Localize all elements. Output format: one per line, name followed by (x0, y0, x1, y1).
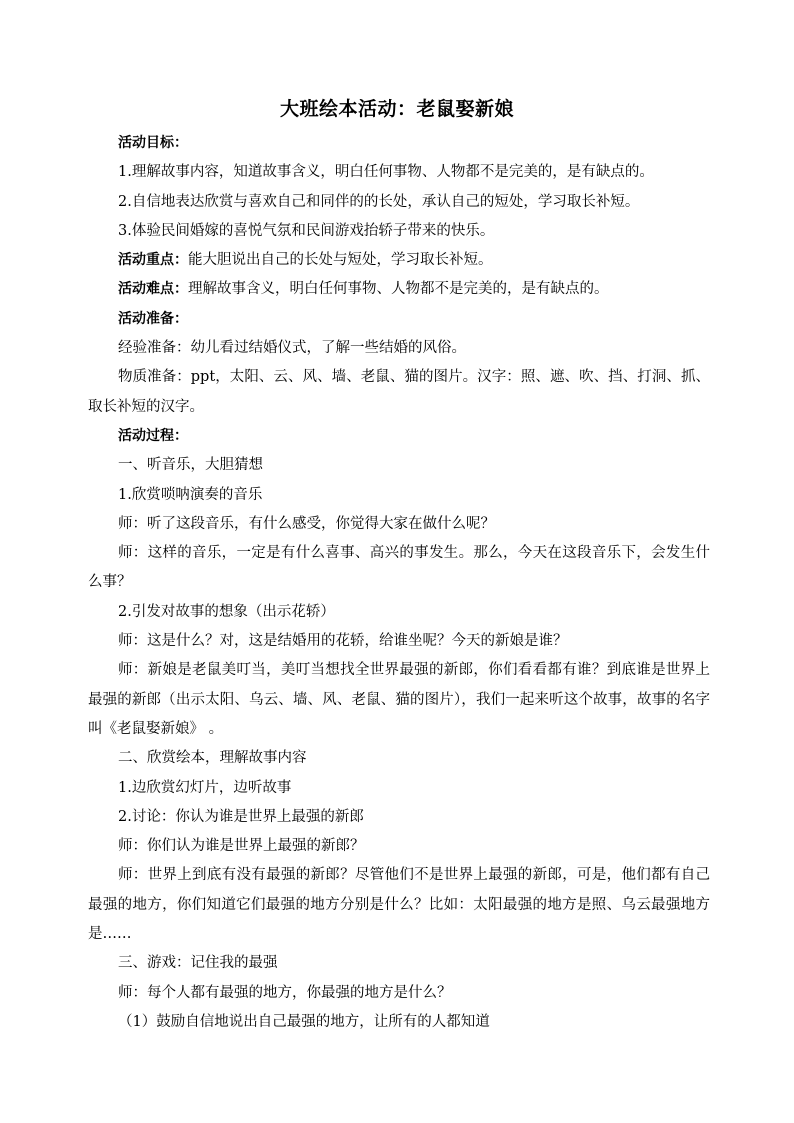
paragraph-text: 能大胆说出自己的长处与短处，学习取长补短。 (188, 252, 493, 269)
document-body (88, 129, 710, 1037)
paragraph-text: 师：这是什么？对，这是结婚用的花轿，给谁坐呢？今天的新娘是谁？ (118, 633, 568, 650)
paragraph (88, 363, 710, 422)
paragraph-text: 一、听音乐，大胆猜想 (118, 457, 263, 474)
paragraph (88, 275, 710, 304)
paragraph (88, 803, 710, 832)
paragraph-text: 1.理解故事内容，知道故事含义，明白任何事物、人物都不是完美的，是有缺点的。 (118, 164, 654, 181)
paragraph-text: 师：新娘是老鼠美叮当，美叮当想找全世界最强的新郎，你们看看都有谁？到底谁是世界上最强的新郎（出示太阳、乌云、墙、风、老鼠、猫的图片），我们一起来听这个故事，故事的名字叫《老鼠娶新娘》 。 (88, 662, 710, 737)
paragraph-text: 师：每个人都有最强的地方，你最强的地方是什么？ (118, 984, 452, 1001)
paragraph-text: 师：世界上到底有没有最强的新郎？尽管他们不是世界上最强的新郎，可是，他们都有自己最强的地方，你们知道它们最强的地方分别是什么？比如：太阳最强的地方是照、乌云最强地方是…… (88, 867, 710, 943)
paragraph (88, 1008, 710, 1037)
paragraph (88, 744, 710, 773)
paragraph (88, 334, 710, 363)
paragraph-text: 2.引发对故事的想象（出示花轿） (118, 603, 335, 620)
paragraph-text: 经验准备：幼儿看过结婚仪式，了解一些结婚的风俗。 (118, 340, 466, 357)
paragraph-text: 师：你们认为谁是世界上最强的新郎？ (118, 838, 365, 855)
paragraph (88, 217, 710, 246)
paragraph-heading: 活动难点： (118, 281, 188, 298)
paragraph (88, 481, 710, 510)
paragraph-heading: 活动重点： (118, 252, 188, 269)
paragraph (88, 510, 710, 539)
paragraph-text: 师：听了这段音乐，有什么感受，你觉得大家在做什么呢？ (118, 515, 495, 532)
paragraph (88, 451, 710, 480)
paragraph (88, 774, 710, 803)
paragraph-text: （1）鼓励自信地说出自己最强的地方，让所有的人都知道 (118, 1013, 490, 1030)
paragraph (88, 188, 710, 217)
paragraph (88, 305, 710, 334)
paragraph-text: 1.欣赏唢呐演奏的音乐 (118, 486, 263, 503)
paragraph (88, 246, 710, 275)
paragraph-text: 3.体验民间婚嫁的喜悦气氛和民间游戏抬轿子带来的快乐。 (118, 222, 495, 239)
paragraph (88, 422, 710, 451)
paragraph-text: 师：这样的音乐，一定是有什么喜事、高兴的事发生。那么，今天在这段音乐下，会发生什么事？ (88, 545, 710, 591)
paragraph (88, 129, 710, 158)
paragraph (88, 832, 710, 861)
paragraph-heading: 活动过程： (118, 427, 188, 444)
paragraph (88, 598, 710, 627)
paragraph-text: 2.自信地表达欣赏与喜欢自己和同伴的的长处，承认自己的短处，学习取长补短。 (118, 193, 640, 210)
paragraph-text: 三、游戏：记住我的最强 (118, 955, 278, 972)
paragraph (88, 158, 710, 187)
paragraph (88, 949, 710, 978)
paragraph-heading: 活动准备： (118, 310, 188, 327)
paragraph-text: 理解故事含义，明白任何事物、人物都不是完美的，是有缺点的。 (188, 281, 609, 298)
paragraph-text: 物质准备：ppt，太阳、云、风、墙、老鼠、猫的图片。汉字：照、遮、吹、挡、打洞、抓、取长补短的汉字。 (88, 369, 710, 415)
paragraph (88, 627, 710, 656)
paragraph (88, 539, 710, 598)
paragraph (88, 861, 710, 949)
paragraph (88, 979, 710, 1008)
document-title: 大班绘本活动：老鼠娶新娘 (279, 98, 514, 120)
paragraph-text: 2.讨论：你认为谁是世界上最强的新郎 (118, 808, 364, 825)
paragraph-text: 1.边欣赏幻灯片，边听故事 (118, 779, 292, 796)
paragraph-heading: 活动目标： (118, 135, 188, 151)
paragraph-text: 二、欣赏绘本，理解故事内容 (118, 750, 307, 767)
paragraph (88, 656, 710, 744)
